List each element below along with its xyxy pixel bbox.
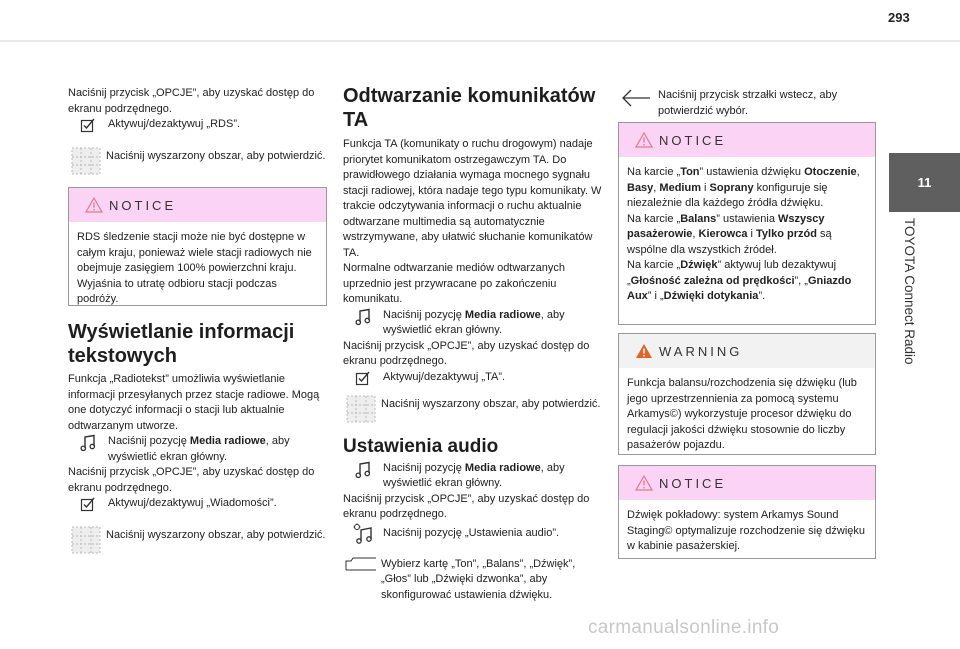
paragraph: [108, 434, 330, 465]
audio-settings-icon: [347, 523, 379, 545]
step-row: [68, 434, 330, 465]
notice-text: RDS śledzenie stacji może nie być dostępne w całym kraju, ponieważ wiele stacji radiowych nie obejmuje zasięgiem 100% powierzchni kraju. Wyjaśnia to utratę odbioru stacji podczas podróży.: [77, 231, 312, 305]
notice-text: Na karcie „Ton” ustawienia dźwięku Otoczenie, Basy, Medium i Soprany konfiguruje się niezależnie dla każdego źródła dźwięku. Na karcie „Balans” ustawienia Wszyscy pasażerowie, Kierowca i Tylko przód są wspólne dla wszystkich źródeł. Na karcie „Dźwięk” aktywuj lub dezaktywuj „Głośność zależna od prędkości”, „Gniazdo Aux” i „Dźwięki dotykania”.: [627, 166, 860, 302]
paragraph: Naciśnij wyszarzony obszar, aby potwierdzić.: [381, 397, 601, 410]
back-arrow-icon: [618, 88, 654, 108]
notice-title: NOTICE: [659, 475, 727, 491]
notice-box-arkamys: [618, 465, 876, 559]
paragraph: [383, 461, 605, 492]
chapter-tab: 11: [889, 153, 960, 212]
notice-text: Dźwięk pokładowy: system Arkamys Sound Staging© optymalizuje rozchodzenie się dźwięku w kabinie pasażerskiej.: [627, 509, 866, 552]
checkbox-edit-icon: [72, 117, 104, 133]
text: Naciśnij pozycję: [383, 308, 465, 321]
column-1-lower: [68, 320, 330, 554]
paragraph: Normalne odtwarzanie mediów odtwarzanych uprzednio jest przywracane po zakończeniu komunikatu.: [343, 262, 565, 305]
music-note-icon: [347, 461, 379, 479]
column-2: [343, 84, 605, 603]
paragraph: Aktywuj/dezaktywuj „TA”.: [383, 370, 506, 383]
paragraph: Naciśnij przycisk „OPCJE”, aby uzyskać dostęp do ekranu podrzędnego.: [343, 492, 590, 520]
column-1: [68, 86, 330, 175]
bold-text: Media radiowe: [464, 461, 541, 474]
paragraph: Naciśnij przycisk „OPCJE”, aby uzyskać dostęp do ekranu podrzędnego.: [68, 87, 315, 115]
tab-select-icon: [343, 557, 379, 571]
checkbox-edit-icon: [72, 496, 104, 512]
notice-box-rds: [68, 187, 327, 306]
paragraph: Wybierz kartę „Ton”, „Balans”, „Dźwięk”, „Głos” lub „Dźwięki dzwonka”, aby skonfigurować ustawienia dźwięku.: [381, 557, 576, 601]
watermark: carmanualsonline.info: [588, 617, 780, 638]
warning-box: [618, 333, 876, 455]
step-row: [618, 88, 876, 119]
warning-triangle-filled-icon: [635, 343, 653, 359]
checkbox-edit-icon: [347, 370, 379, 386]
notice-box-ton: [618, 122, 876, 325]
notice-title: NOTICE: [659, 132, 727, 148]
paragraph: Naciśnij wyszarzony obszar, aby potwierdzić.: [106, 529, 326, 541]
warning-triangle-icon: [635, 475, 653, 491]
grey-area-icon: [68, 147, 104, 175]
paragraph: Funkcja TA (komunikaty o ruchu drogowym) nadaje priorytet komunikatom ostrzegawczym TA. Do prawidłowego działania wymaga mocnego sygnału stacji radiowej, która nadaje tego typu komunikaty. W trakcie odczytywania informacji o ruchu aktualnie odtwarzane multimedia są automatycznie wstrzymywane, aby ułatwić słuchanie komunikatów TA.: [343, 138, 602, 259]
warning-header: [619, 334, 875, 368]
paragraph: Naciśnij wyszarzony obszar, aby potwierdzić.: [106, 150, 326, 162]
column-3: [618, 88, 876, 119]
bold-text: Media radiowe: [464, 308, 541, 321]
step-row: [343, 370, 605, 386]
paragraph: Aktywuj/dezaktywuj „RDS”.: [108, 118, 241, 130]
text: , aby wyświetlić ekran główny.: [383, 308, 565, 336]
paragraph: [383, 308, 605, 339]
step-row: [343, 395, 605, 423]
text: Naciśnij pozycję: [383, 461, 465, 474]
section-heading: Ustawienia audio: [343, 435, 499, 457]
music-note-icon: [347, 308, 379, 326]
paragraph: Aktywuj/dezaktywuj „Wiadomości”.: [108, 497, 277, 509]
page-number: 293: [888, 10, 910, 25]
step-row: [343, 557, 605, 604]
grey-area-icon: [343, 395, 379, 423]
notice-title: NOTICE: [109, 197, 177, 213]
step-row: [68, 496, 330, 512]
bold-text: Media radiowe: [189, 435, 266, 447]
header-divider: [0, 40, 960, 42]
paragraph: Naciśnij przycisk „OPCJE”, aby uzyskać dostęp do ekranu podrzędnego.: [68, 466, 315, 494]
text: , aby wyświetlić ekran główny.: [108, 435, 290, 463]
warning-triangle-icon: [635, 132, 653, 148]
notice-header: [69, 188, 326, 222]
section-heading-cont: tekstowych: [68, 345, 177, 367]
step-row: [343, 523, 605, 545]
section-heading: Wyświetlanie informacji: [68, 321, 295, 343]
warning-text: Funkcja balansu/rozchodzenia się dźwięku (lub jego uprzestrzennienia za pomocą systemu Arkamys©) wykorzystuje procesor dźwięku do regulacji jakości dźwięku stosownie do liczby pasażerów pojazdu.: [627, 377, 857, 451]
text: Naciśnij pozycję: [108, 435, 190, 447]
paragraph: Funkcja „Radiotekst” umożliwia wyświetlanie informacji przesyłanych przez stacje radiowe. Mogą one dotyczyć informacji o stacji lub aktualnie odtwarzanym utworze.: [68, 373, 320, 432]
music-note-icon: [72, 434, 104, 452]
step-row: [343, 461, 605, 492]
text: , aby wyświetlić ekran główny.: [383, 461, 565, 489]
paragraph: Naciśnij pozycję „Ustawienia audio”.: [383, 526, 560, 539]
paragraph: Naciśnij przycisk strzałki wstecz, aby potwierdzić wybór.: [658, 89, 838, 117]
step-row: [343, 308, 605, 339]
chapter-title-text: TOYOTA Connect Radio: [902, 218, 917, 365]
warning-triangle-icon: [85, 197, 103, 213]
chapter-title: [889, 218, 929, 438]
step-row: [68, 117, 330, 133]
step-row: [68, 147, 330, 175]
notice-header: [619, 123, 875, 157]
section-heading-cont: TA: [343, 109, 369, 131]
warning-title: WARNING: [659, 343, 743, 359]
paragraph: Naciśnij przycisk „OPCJE”, aby uzyskać dostęp do ekranu podrzędnego.: [343, 339, 590, 367]
section-heading: Odtwarzanie komunikatów: [343, 85, 596, 107]
step-row: [68, 526, 330, 554]
notice-header: [619, 466, 875, 500]
grey-area-icon: [68, 526, 104, 554]
